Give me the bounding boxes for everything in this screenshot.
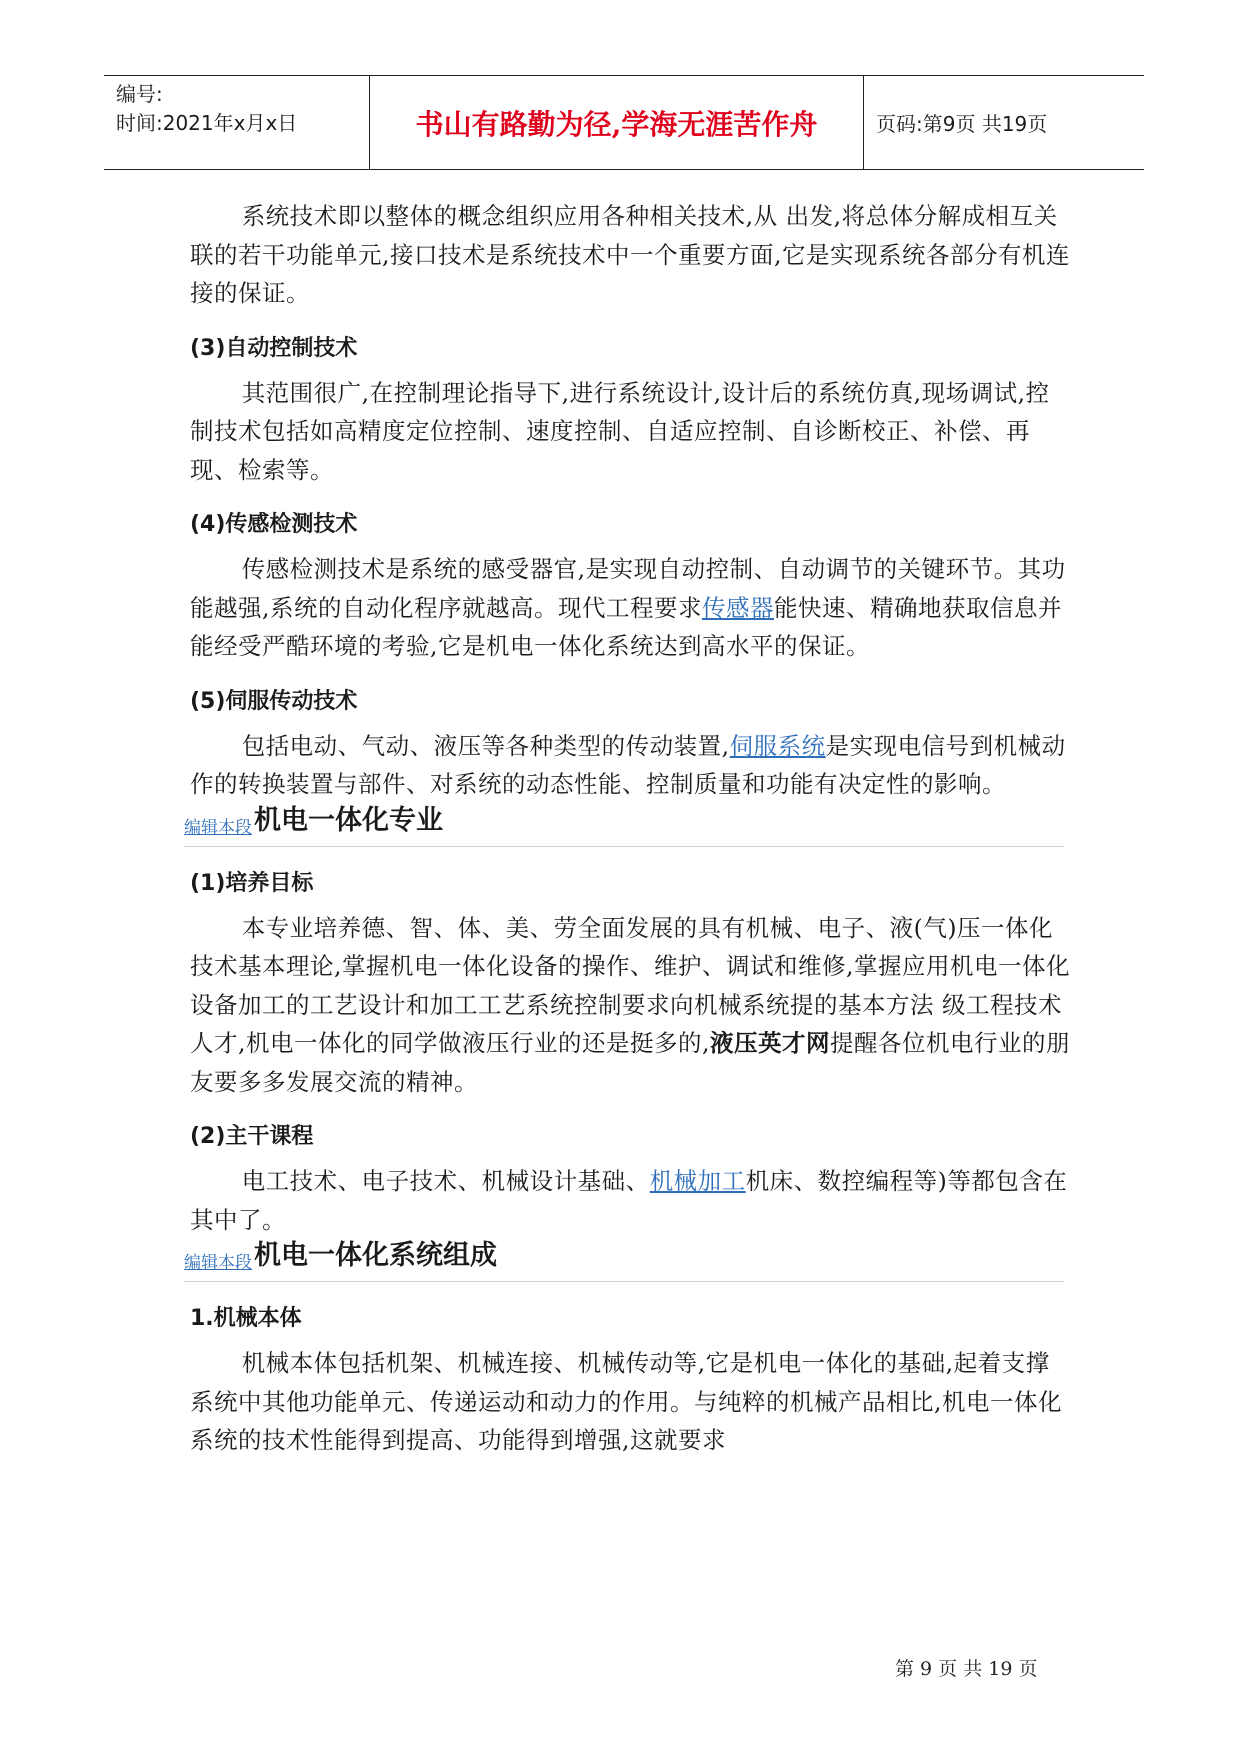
edit-section-link[interactable]: 编辑本段 [184, 817, 252, 838]
page-header [104, 75, 1144, 170]
document-body [184, 197, 1070, 1460]
header-meta [104, 76, 370, 169]
text-run: 机床、数控编程等)等都包含在其中了。 [190, 1167, 1068, 1234]
number-label: 编号: [116, 82, 163, 106]
paragraph: 机械本体包括机架、机械连接、机械传动等,它是机电一体化的基础,起着支撑系统中其他功能单元、传递运动和动力的作用。与纯粹的机械产品相比,机电一体化系统的技术性能得到提高、功能得到增强,这就要求 [190, 1349, 1062, 1454]
paragraph [190, 727, 1070, 804]
subheading: (5)伺服传动技术 [190, 688, 358, 714]
paragraph: 系统技术即以整体的概念组织应用各种相关技术,从 出发,将总体分解成相互关联的若干功能单元,接口技术是系统技术中一个重要方面,它是实现系统各部分有机连接的保证。 [190, 202, 1070, 307]
paragraph [190, 550, 1070, 666]
subheading: (4)传感检测技术 [190, 512, 358, 537]
section-heading [184, 1239, 1064, 1282]
section-title: 机电一体化系统组成 [254, 1240, 497, 1271]
section-heading [184, 804, 1064, 847]
text-run: 电工技术、电子技术、机械设计基础、 [241, 1167, 650, 1195]
link-servo-system[interactable]: 伺服系统 [729, 731, 826, 760]
subheading: (1)培养目标 [190, 870, 314, 896]
link-machining[interactable]: 机械加工 [649, 1167, 746, 1195]
page-footer: 第 9 页 共 19 页 [895, 1658, 1038, 1680]
link-sensor[interactable]: 传感器 [701, 593, 774, 622]
text-run: 提醒各位机电行业的朋友要多多发展交流的精神。 [190, 1029, 1070, 1096]
subheading: 1.机械本体 [190, 1306, 302, 1331]
bold-text: 液压英才网 [709, 1029, 830, 1057]
paragraph [190, 1162, 1070, 1239]
text-run: 包括电动、气动、液压等各种类型的传动装置, [241, 731, 730, 760]
text-run: 本专业培养德、智、体、美、劳全面发展的具有机械、电子、液(气)压一体化技术基本理论,掌握机电一体化设备的操作、维护、调试和维修,掌握应用机电一体化设备加工的工艺设计和加工工艺系统控制要求向机械系统提的基本方法 级工程技术人才,机电一体化的同学做液压行业的还是挺多的, [190, 913, 1070, 1057]
text-run: 是实现电信号到机械动作的转换装置与部件、对系统的动态性能、控制质量和功能有决定性的影响。 [190, 731, 1066, 798]
edit-section-link[interactable]: 编辑本段 [184, 1253, 252, 1273]
paragraph: 其范围很广,在控制理论指导下,进行系统设计,设计后的系统仿真,现场调试,控制技术包括如高精度定位控制、速度控制、自适应控制、自诊断校正、补偿、再现、检索等。 [190, 378, 1050, 484]
time-label: 时间:2021年x月x日 [116, 111, 298, 135]
header-page-label: 页码:第9页 共19页 [876, 112, 1048, 136]
paragraph [190, 909, 1070, 1102]
text-run: 传感检测技术是系统的感受器官,是实现自动控制、自动调节的关键环节。其功能越强,系统的自动化程序就越高。现代工程要求 [190, 555, 1066, 622]
header-motto: 书山有路勤为径,学海无涯苦作舟 [370, 76, 864, 169]
section-title: 机电一体化专业 [254, 804, 443, 836]
subheading: (2)主干课程 [190, 1124, 314, 1149]
subheading: (3)自动控制技术 [190, 335, 358, 361]
text-run: 能快速、精确地获取信息并能经受严酷环境的考验,它是机电一体化系统达到高水平的保证。 [190, 593, 1062, 660]
